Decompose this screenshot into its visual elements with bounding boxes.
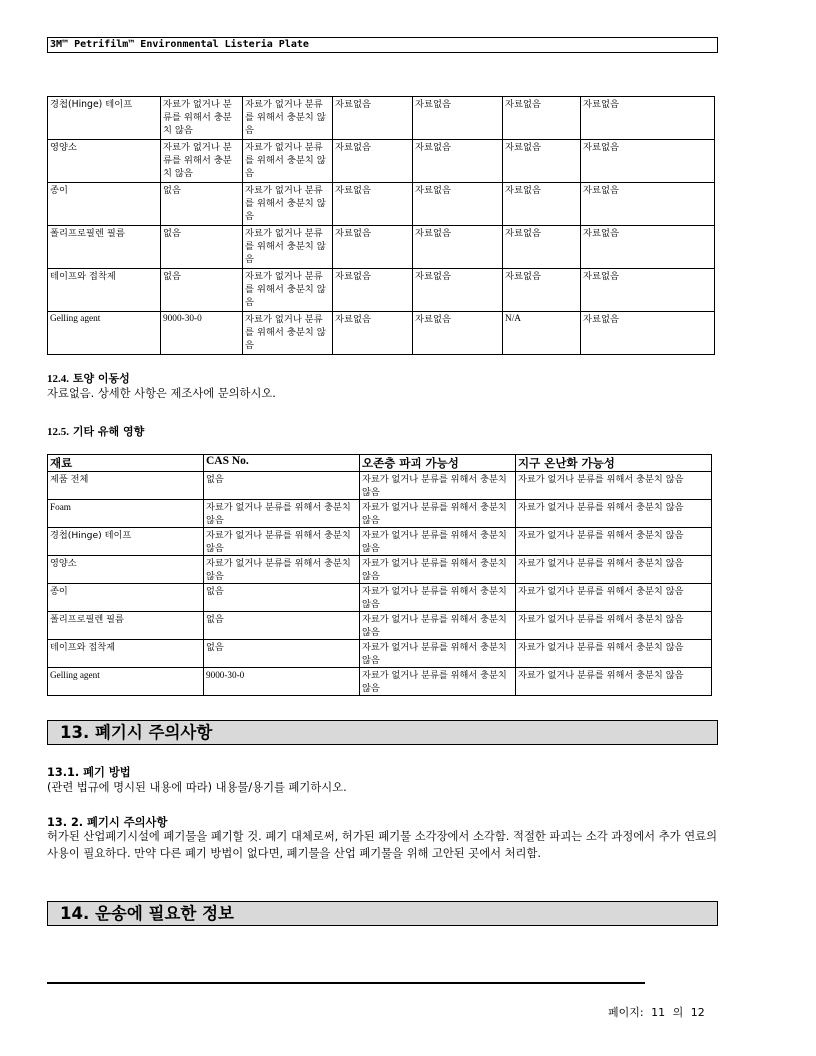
table-cell: 없음	[204, 472, 360, 500]
ecotoxicity-table	[47, 96, 715, 355]
table-row	[48, 269, 715, 312]
table-row	[48, 528, 712, 556]
table-cell: 자료없음	[413, 183, 503, 226]
table-row	[48, 140, 715, 183]
table-row	[48, 472, 712, 500]
section-12-5-title	[47, 423, 144, 439]
table-cell: 자료가 없거나 분류를 위해서 충분치 않음	[243, 183, 333, 226]
header-gwp: 지구 온난화 가능성	[516, 455, 712, 472]
table-cell: 자료가 없거나 분류를 위해서 충분치 않음	[360, 584, 516, 612]
table-cell: 자료가 없거나 분류를 위해서 충분치 않음	[204, 500, 360, 528]
table-cell: 자료가 없거나 분류를 위해서 충분치 않음	[516, 500, 712, 528]
section-number: 12.5.	[47, 426, 69, 438]
table-cell: 자료없음	[503, 183, 581, 226]
section-12-4-title	[47, 370, 130, 386]
table-cell: 자료가 없거나 분류를 위해서 충분치 않음	[516, 528, 712, 556]
table-cell: 없음	[204, 584, 360, 612]
section-13-header: 13. 폐기시 주의사항	[47, 720, 718, 745]
table-cell: 자료가 없거나 분류를 위해서 충분치 않음	[516, 640, 712, 668]
table-cell: 자료가 없거나 분류를 위해서 충분치 않음	[516, 668, 712, 696]
table-cell: 자료가 없거나 분류를 위해서 충분치 않음	[161, 140, 243, 183]
table-row	[48, 584, 712, 612]
section-13-2-text: 허가된 산업폐기시설에 폐기물을 폐기할 것. 폐기 대체로써, 허가된 폐기물 소각장에서 소각함. 적절한 파괴는 소각 과정에서 추가 연료의 사용이 필요하다. 만약 다른 폐기 방법이 없다면, 폐기물을 산업 폐기물을 위해 고안된 곳에서 처리함.	[47, 830, 717, 860]
table-row	[48, 312, 715, 355]
other-effects-table	[47, 454, 712, 696]
page-total: 12	[690, 1006, 705, 1019]
section-12-4-text: 자료없음. 상세한 사항은 제조사에 문의하시오.	[47, 387, 276, 400]
table-row	[48, 500, 712, 528]
table-cell: 자료없음	[581, 140, 715, 183]
table-cell: 영양소	[48, 556, 204, 584]
page-current: 11	[651, 1006, 666, 1019]
table-cell: 자료없음	[333, 140, 413, 183]
table-cell: N/A	[503, 312, 581, 355]
table-cell: 자료가 없거나 분류를 위해서 충분치 않음	[360, 472, 516, 500]
table-cell: 자료없음	[413, 97, 503, 140]
table-cell: 종이	[48, 183, 161, 226]
table-cell: 자료없음	[581, 269, 715, 312]
table-cell: Gelling agent	[48, 668, 204, 696]
table-row	[48, 612, 712, 640]
document-header-title: 3M™ Petrifilm™ Environmental Listeria Plate	[47, 37, 718, 53]
table-cell: 자료없음	[581, 97, 715, 140]
table-cell: 자료가 없거나 분류를 위해서 충분치 않음	[360, 640, 516, 668]
table-cell: 테이프와 접착제	[48, 269, 161, 312]
table-cell: 없음	[161, 183, 243, 226]
table-cell: 종이	[48, 584, 204, 612]
table-cell: 자료가 없거나 분류를 위해서 충분치 않음	[360, 556, 516, 584]
table-cell: 자료가 없거나 분류를 위해서 충분치 않음	[360, 528, 516, 556]
section-14-header: 14. 운송에 필요한 정보	[47, 901, 718, 926]
page-of: 의	[672, 1006, 684, 1019]
table-cell: 자료가 없거나 분류를 위해서 충분치 않음	[360, 668, 516, 696]
table-cell: 영양소	[48, 140, 161, 183]
table-cell: 없음	[204, 640, 360, 668]
table-cell: Gelling agent	[48, 312, 161, 355]
table-cell: 없음	[204, 612, 360, 640]
table-cell: Foam	[48, 500, 204, 528]
table-cell: 자료가 없거나 분류를 위해서 충분치 않음	[243, 226, 333, 269]
table-cell: 자료없음	[413, 140, 503, 183]
table-cell: 없음	[161, 226, 243, 269]
section-title-text: 기타 유해 영향	[72, 425, 145, 438]
table-row	[48, 97, 715, 140]
section-13-1-title: 13.1. 폐기 방법	[47, 766, 131, 779]
table-cell: 9000-30-0	[161, 312, 243, 355]
table-cell: 자료가 없거나 분류를 위해서 충분치 않음	[360, 612, 516, 640]
table-cell: 자료가 없거나 분류를 위해서 충분치 않음	[516, 472, 712, 500]
table-cell: 자료가 없거나 분류를 위해서 충분치 않음	[243, 140, 333, 183]
header-ozone: 오존층 파괴 가능성	[360, 455, 516, 472]
table-cell: 자료없음	[581, 312, 715, 355]
table-cell: 테이프와 접착제	[48, 640, 204, 668]
table-cell: 자료없음	[503, 226, 581, 269]
section-title-text: 토양 이동성	[72, 372, 130, 385]
table-cell: 자료가 없거나 분류를 위해서 충분치 않음	[243, 312, 333, 355]
header-material: 재료	[48, 455, 204, 472]
header-cas: CAS No.	[204, 455, 360, 472]
table-cell: 없음	[161, 269, 243, 312]
table-cell: 자료가 없거나 분류를 위해서 충분치 않음	[161, 97, 243, 140]
table-cell: 자료가 없거나 분류를 위해서 충분치 않음	[204, 556, 360, 584]
table-cell: 자료없음	[333, 269, 413, 312]
page-label: 페이지:	[608, 1006, 644, 1019]
table-cell: 자료없음	[581, 226, 715, 269]
table-row	[48, 226, 715, 269]
table-cell: 자료가 없거나 분류를 위해서 충분치 않음	[516, 584, 712, 612]
table-cell: 자료없음	[333, 97, 413, 140]
table-row	[48, 640, 712, 668]
table-cell: 경첩(Hinge) 테이프	[48, 97, 161, 140]
table-cell: 9000-30-0	[204, 668, 360, 696]
table-cell: 자료없음	[413, 269, 503, 312]
section-13-1-text: (관련 법규에 명시된 내용에 따라) 내용물/용기를 폐기하시오.	[47, 781, 347, 794]
table-cell: 자료가 없거나 분류를 위해서 충분치 않음	[204, 528, 360, 556]
footer-divider	[47, 982, 645, 984]
table-cell: 자료가 없거나 분류를 위해서 충분치 않음	[516, 556, 712, 584]
table-cell: 자료없음	[503, 269, 581, 312]
table-cell: 자료없음	[333, 312, 413, 355]
table-cell: 자료가 없거나 분류를 위해서 충분치 않음	[516, 612, 712, 640]
table-cell: 경첩(Hinge) 테이프	[48, 528, 204, 556]
section-13-2-title: 13. 2. 폐기시 주의사항	[47, 816, 168, 829]
table-cell: 제품 전체	[48, 472, 204, 500]
table-cell: 자료없음	[333, 183, 413, 226]
table-cell: 자료가 없거나 분류를 위해서 충분치 않음	[243, 269, 333, 312]
table-cell: 자료없음	[413, 312, 503, 355]
page-number	[606, 1004, 707, 1020]
table-cell: 폴리프로필렌 필름	[48, 612, 204, 640]
table-cell: 자료없음	[503, 97, 581, 140]
table-cell: 자료없음	[413, 226, 503, 269]
table-cell: 자료없음	[333, 226, 413, 269]
table-row	[48, 668, 712, 696]
table-cell: 자료없음	[581, 183, 715, 226]
table-row	[48, 183, 715, 226]
table-cell: 자료없음	[503, 140, 581, 183]
table-cell: 폴리프로필렌 필름	[48, 226, 161, 269]
table-cell: 자료가 없거나 분류를 위해서 충분치 않음	[360, 500, 516, 528]
section-number: 12.4.	[47, 373, 69, 385]
table-row	[48, 556, 712, 584]
table-cell: 자료가 없거나 분류를 위해서 충분치 않음	[243, 97, 333, 140]
